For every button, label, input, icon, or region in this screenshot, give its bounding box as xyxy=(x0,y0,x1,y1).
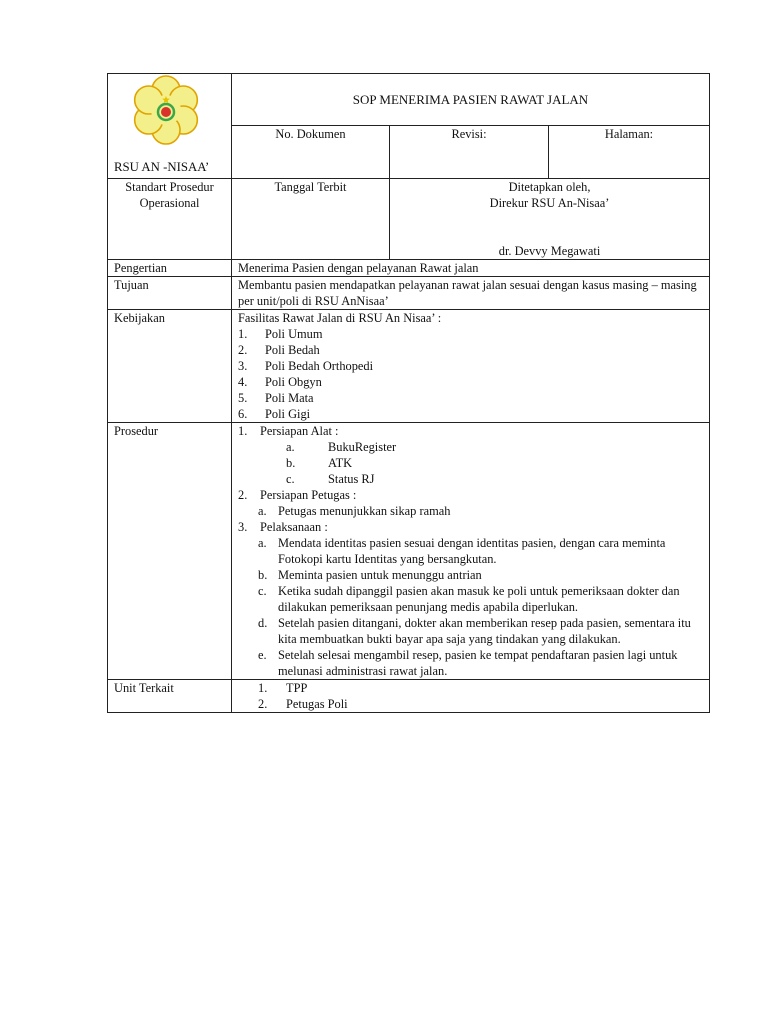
list-number: a. xyxy=(258,536,267,550)
pengertian-label: Pengertian xyxy=(108,260,232,277)
list-item-text: Poli Bedah Orthopedi xyxy=(265,359,374,373)
list-item xyxy=(238,390,703,406)
prosedur-step-2 xyxy=(238,487,703,503)
list-number: c. xyxy=(286,472,295,486)
unit-terkait-label: Unit Terkait xyxy=(108,680,232,713)
list-item-text: Poli Gigi xyxy=(265,407,311,421)
pengertian-text: Menerima Pasien dengan pelayanan Rawat jalan xyxy=(232,260,710,277)
prosedur-step-1 xyxy=(238,423,703,439)
ditetapkan-cell xyxy=(390,179,710,260)
list-number: e. xyxy=(258,648,267,662)
list-number: 1. xyxy=(258,681,268,695)
list-number: 3. xyxy=(238,520,248,534)
halaman-label: Halaman: xyxy=(549,126,710,179)
document-title: SOP MENERIMA PASIEN RAWAT JALAN xyxy=(232,74,710,126)
prosedur-content xyxy=(232,423,710,680)
list-number: b. xyxy=(258,568,268,582)
list-item xyxy=(258,680,703,696)
list-number: 2. xyxy=(238,488,248,502)
list-item-text: Ketika sudah dipanggil pasien akan masuk ke poli untuk pemeriksaan dokter dan dilakukan pemeriksaan penunjang medis apabila diperlukan. xyxy=(278,584,680,614)
tanggal-terbit-label: Tanggal Terbit xyxy=(232,179,390,260)
list-item xyxy=(238,326,703,342)
list-item-text: Poli Mata xyxy=(265,391,314,405)
kebijakan-content xyxy=(232,310,710,423)
list-item-text: Status RJ xyxy=(328,472,375,486)
list-item xyxy=(258,503,703,519)
prosedur-step-1-title: Persiapan Alat : xyxy=(260,424,339,438)
list-item-text: Poli Bedah xyxy=(265,343,320,357)
list-item xyxy=(286,439,703,455)
list-number: 2. xyxy=(238,343,248,357)
list-item-text: Setelah selesai mengambil resep, pasien ke tempat pendaftaran pasien lagi untuk melunasi administrasi rawat jalan. xyxy=(278,648,678,678)
list-item xyxy=(258,583,703,615)
prosedur-step-3 xyxy=(238,519,703,535)
list-number: 1. xyxy=(238,327,248,341)
tujuan-label: Tujuan xyxy=(108,277,232,310)
list-item-text: BukuRegister xyxy=(328,440,397,454)
list-item-text: TPP xyxy=(286,681,308,695)
pelaksanaan-list xyxy=(238,535,703,679)
list-item xyxy=(258,647,703,679)
list-item-text: Petugas menunjukkan sikap ramah xyxy=(278,504,451,518)
list-item-text: Mendata identitas pasien sesuai dengan identitas pasien, dengan cara meminta Fotokopi kartu Identitas yang bersangkutan. xyxy=(278,536,666,566)
list-number: a. xyxy=(286,440,295,454)
logo-cell xyxy=(108,74,232,179)
list-number: 4. xyxy=(238,375,248,389)
list-number: a. xyxy=(258,504,267,518)
hospital-logo xyxy=(130,74,202,146)
list-number: c. xyxy=(258,584,267,598)
unit-terkait-content xyxy=(232,680,710,713)
persiapan-alat-list xyxy=(238,439,703,487)
prosedur-label: Prosedur xyxy=(108,423,232,680)
list-item xyxy=(258,615,703,647)
doc-number-label: No. Dokumen xyxy=(232,126,390,179)
list-item xyxy=(238,342,703,358)
ditetapkan-line2: Direkur RSU An-Nisaa’ xyxy=(489,196,610,210)
list-number: d. xyxy=(258,616,268,630)
list-number: 2. xyxy=(258,697,268,711)
list-number: 3. xyxy=(238,359,248,373)
revisi-label: Revisi: xyxy=(390,126,549,179)
persiapan-petugas-list xyxy=(238,503,703,519)
list-item xyxy=(258,567,703,583)
list-number: 5. xyxy=(238,391,248,405)
list-item xyxy=(286,471,703,487)
kebijakan-label: Kebijakan xyxy=(108,310,232,423)
list-item-text: ATK xyxy=(328,456,353,470)
list-item-text: Poli Obgyn xyxy=(265,375,322,389)
unit-terkait-list xyxy=(238,680,703,712)
kebijakan-intro: Fasilitas Rawat Jalan di RSU An Nisaa’ : xyxy=(238,311,442,325)
list-number: 6. xyxy=(238,407,248,421)
prosedur-step-2-title: Persiapan Petugas : xyxy=(260,488,357,502)
logo-red-center xyxy=(161,107,171,117)
tujuan-text: Membantu pasien mendapatkan pelayanan rawat jalan sesuai dengan kasus masing – masing per unit/poli di RSU AnNisaa’ xyxy=(232,277,710,310)
list-number: 1. xyxy=(238,424,248,438)
prosedur-step-3-title: Pelaksanaan : xyxy=(260,520,328,534)
list-item-text: Setelah pasien ditangani, dokter akan memberikan resep pada pasien, sementara itu kita membuatkan bukti bayar apa saja yang tindakan yang dilakukan. xyxy=(278,616,691,646)
list-item xyxy=(258,535,703,567)
list-item xyxy=(238,374,703,390)
sop-label: Standart Prosedur Operasional xyxy=(108,179,232,260)
list-item xyxy=(238,358,703,374)
list-item xyxy=(286,455,703,471)
list-item-text: Petugas Poli xyxy=(286,697,348,711)
signatory-name: dr. Devvy Megawati xyxy=(498,244,601,258)
sop-table xyxy=(107,73,710,713)
list-item-text: Meminta pasien untuk menunggu antrian xyxy=(278,568,482,582)
hospital-name: RSU AN -NISAA’ xyxy=(114,160,210,174)
kebijakan-list xyxy=(238,326,703,422)
list-item-text: Poli Umum xyxy=(265,327,323,341)
list-item xyxy=(258,696,703,712)
list-number: b. xyxy=(286,456,296,470)
ditetapkan-line1: Ditetapkan oleh, xyxy=(508,180,591,194)
list-item xyxy=(238,406,703,422)
